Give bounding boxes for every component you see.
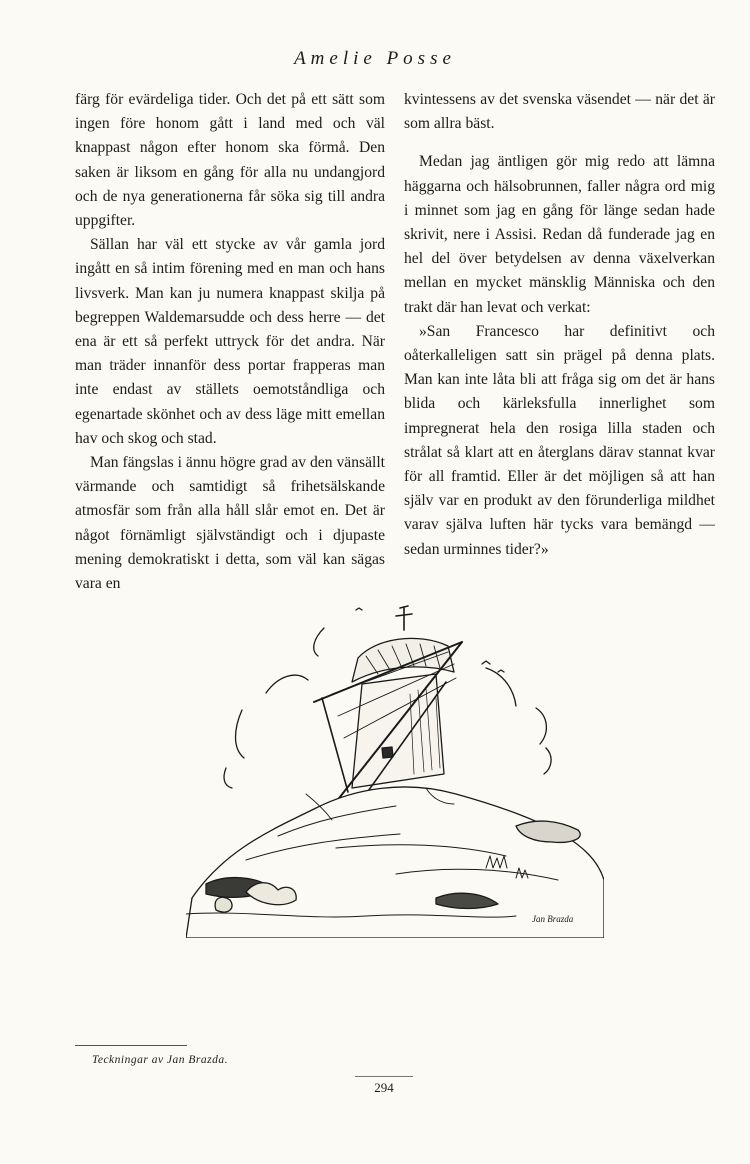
sail-arm: [322, 698, 348, 792]
paragraph: Man fängslas i ännu högre grad av den vänsällt värmande och samtidigt så frihetsälskande atmosfär som från alla håll slår emot en. Det är något förnämligt självständigt och i djupaste mening demokratiskt i detta, som väl kan sägas vara en: [75, 454, 385, 593]
running-title: Amelie Posse: [294, 48, 456, 69]
windmill-illustration: [186, 598, 604, 938]
left-column: [75, 88, 385, 596]
right-column: [404, 88, 715, 562]
cloud-line: [536, 708, 546, 744]
paragraph: kvintessens av det svenska väsendet — när det är som allra bäst.: [404, 91, 715, 133]
mill-window: [382, 747, 393, 758]
mill-tower: [352, 674, 444, 788]
footnote-rule: [75, 1045, 187, 1046]
cloud-line: [486, 668, 516, 706]
cloud-line: [224, 768, 232, 788]
paragraph: färg för evärdeliga tider. Och det på ett sätt som ingen före honom gått i land med och väl knappast någon efter honom ska förmå. Den saken är liksom en gång för alla nu undangjord och de nya generationerna får söka sig till andra uppgifter.: [75, 91, 385, 230]
cloud-line: [236, 710, 245, 758]
paragraph: »San Francesco har definitivt och oåterkalleligen satt sin prägel på denna plats. Man kan inte låta bli att fråga sig om det är hans blida och kärleksfulla innerlighet som impregnerat hela den rosiga lilla staden och strålat så klart att en återglans därav stannat kvar för all framtid. Eller är det möjligen så att han själv var en produkt av den förunderliga mildhet varav själva luften här tycks vara bemängd — sedan urminnes tider?»: [404, 322, 715, 558]
cloud-line: [544, 748, 551, 774]
weathervane: [396, 606, 412, 630]
illustration-credit: Teckningar av Jan Brazda.: [92, 1054, 229, 1066]
mill-cap: [352, 638, 454, 682]
cloud-line: [266, 675, 308, 693]
cloud-line: [314, 628, 324, 656]
page-number-rule: [355, 1076, 413, 1077]
tree-stump: [215, 897, 232, 912]
artist-signature: Jan Brazda: [532, 914, 574, 924]
paragraph: Sällan har väl ett stycke av vår gamla jord ingått en så intim förening med en man och hans livsverk. Man kan ju numera knappast skilja på begreppen Waldemarsudde och dess herre — det ena är ett så perfekt uttryck för det andra. När man träder innanför dess portar frapperas man inte endast av ställets oemotståndliga och egenartade skönhet och av dess läge mitt emellan hav och skog och stad.: [75, 236, 385, 447]
paragraph: Medan jag äntligen gör mig redo att lämna häggarna och hälsobrunnen, faller några ord mig i minnet som jag en gång för länge sedan hade skrivit, nere i Assisi. Redan då funderade jag en hel del över betydelsen av denna växelverkan mellan en mycket mänsklig Människa och den trakt där han levat och verkat:: [404, 153, 715, 316]
page-number: 294: [374, 1080, 394, 1095]
